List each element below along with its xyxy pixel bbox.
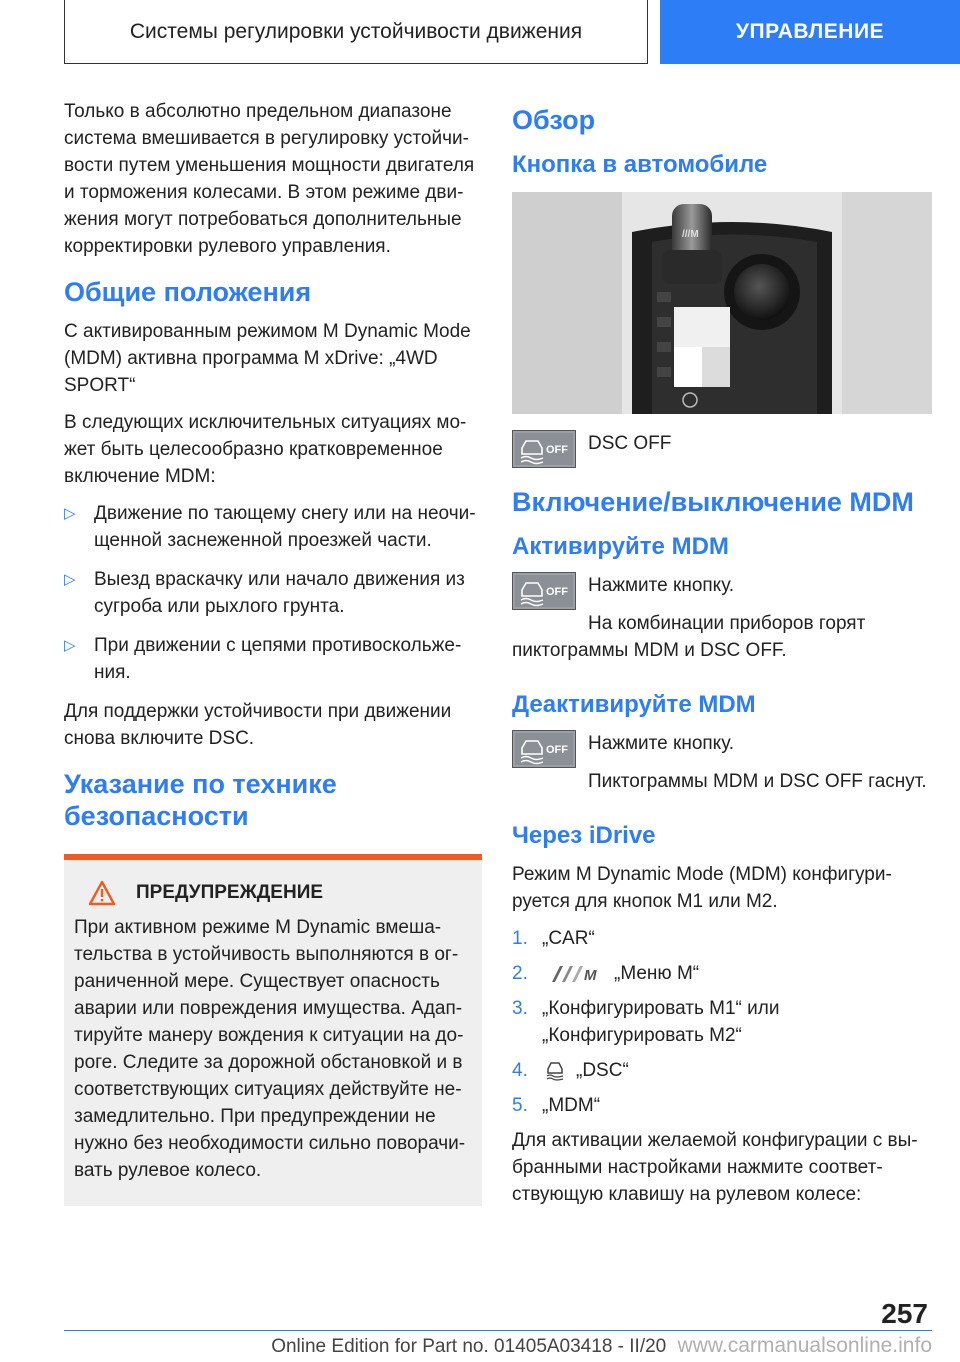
section-tab[interactable]: УПРАВЛЕНИЕ: [660, 0, 960, 64]
step-text: „MDM“: [542, 1095, 601, 1116]
dsc-off-button-icon[interactable]: [512, 572, 576, 610]
watermark[interactable]: www.carmanualsonline.info: [677, 1334, 932, 1357]
warning-triangle-icon: [88, 880, 116, 906]
situation-list: [64, 500, 482, 686]
list-item: ▷ При движении с цепями противоскольжения.: [64, 632, 482, 686]
activate-row: [512, 572, 932, 610]
general-paragraph-3: Для поддержки устойчивости при движении снова включите DSC.: [64, 701, 452, 749]
step-text: „Конфигурировать M1“ или „Конфигурировать M2“: [542, 998, 780, 1046]
step-text: „Меню M“: [614, 963, 700, 984]
edition-footer: [271, 1334, 932, 1358]
list-item: [512, 925, 932, 952]
step-text: „DSC“: [576, 1060, 629, 1081]
final-paragraph: Для активации желаемой конфигурации с выбранными настройками нажмите соответствующую клавишу на рулевом колесе:: [512, 1130, 918, 1205]
list-item: [512, 995, 932, 1049]
warning-box: [64, 854, 482, 1206]
idrive-paragraph: Режим M Dynamic Mode (MDM) конфигурируется для кнопок M1 или M2.: [512, 864, 892, 912]
svg-text:M: M: [584, 967, 597, 984]
svg-text:OFF: OFF: [546, 744, 568, 756]
step-number: 2.: [512, 963, 528, 984]
safety-heading: Указание по технике безопасности: [64, 769, 337, 831]
list-item: [512, 960, 932, 987]
page-number: 257: [881, 1298, 928, 1329]
intro-paragraph: Только в абсолютно предельном диапазоне система вмешивается в регулировку устойчивости путем уменьшения мощности двигателя и торможения колесами. В этом режиме движения могут потребоваться дополнительные корректировки рулевого управления.: [64, 101, 475, 257]
svg-text:///M: ///M: [682, 229, 699, 240]
onoff-heading: Включение/выключение MDM: [512, 487, 914, 517]
step-text: „CAR“: [542, 928, 595, 949]
m-menu-icon: [548, 964, 602, 984]
console-illustration: [512, 192, 932, 414]
deactivate-row: [512, 730, 932, 768]
left-column: [64, 98, 482, 1206]
warning-title: ПРЕДУПРЕЖДЕНИЕ: [136, 882, 324, 903]
list-item: [512, 1092, 932, 1119]
overview-heading: Обзор: [512, 105, 596, 135]
dsc-car-icon: [544, 1059, 566, 1081]
step-number: 4.: [512, 1060, 528, 1081]
list-item: [512, 1057, 932, 1084]
triangle-bullet-icon: ▷: [64, 571, 76, 588]
footer-divider: [64, 1330, 932, 1331]
step-number: 5.: [512, 1095, 528, 1116]
list-item: ▷ Выезд враскачку или начало движения из сугроба или рыхлого грунта.: [64, 566, 482, 620]
warning-title-row: [74, 880, 472, 906]
dsc-off-row: [512, 430, 932, 468]
triangle-bullet-icon: ▷: [64, 505, 76, 522]
deactivate-paragraph-1: Нажмите кнопку.: [588, 733, 735, 754]
button-heading: Кнопка в автомобиле: [512, 151, 768, 178]
idrive-heading: Через iDrive: [512, 822, 656, 849]
activate-heading: Активируйте MDM: [512, 533, 729, 560]
dsc-off-caption: DSC OFF: [588, 433, 672, 454]
dsc-off-button-icon[interactable]: [512, 730, 576, 768]
chapter-title: Системы регулировки устойчивости движения: [64, 0, 648, 64]
dsc-off-button-icon[interactable]: [512, 430, 576, 468]
general-paragraph-2: В следующих исключительных ситуациях может быть целесообразно кратковременное включение MDM:: [64, 412, 467, 487]
edition-text: Online Edition for Part no. 01405A03418 - II/20: [271, 1336, 667, 1357]
activate-paragraph-2: На комбинации приборов горят пиктограммы MDM и DSC OFF.: [512, 613, 866, 661]
svg-text:OFF: OFF: [546, 586, 568, 598]
step-number: 1.: [512, 928, 528, 949]
svg-text:OFF: OFF: [546, 444, 568, 456]
general-heading: Общие положения: [64, 277, 312, 307]
deactivate-heading: Деактивируйте MDM: [512, 691, 756, 718]
deactivate-paragraph-2: Пиктограммы MDM и DSC OFF гаснут.: [588, 771, 927, 792]
idrive-steps: [512, 925, 932, 1119]
activate-paragraph-1: Нажмите кнопку.: [588, 575, 735, 596]
right-column: [512, 98, 932, 1218]
general-paragraph-1: С активированным режимом M Dynamic Mode (MDM) активна программа M xDrive: „4WD SPORT“: [64, 321, 471, 396]
triangle-bullet-icon: ▷: [64, 637, 76, 654]
warning-text: При активном режиме M Dynamic вмешательства в устойчивость выполняются в ограниченной мере. Существует опасность аварии или повреждения имущества. Адаптируйте манеру вождения к ситуации на дороге. Следите за дорожной обстановкой и в соответствующих ситуациях действуйте незамедлительно. При предупреждении не нужно без необходимости сильно поворачивать рулевое колесо.: [74, 917, 466, 1181]
step-number: 3.: [512, 998, 528, 1019]
list-item: ▷ Движение по тающему снегу или на неочищенной заснеженной проезжей части.: [64, 500, 482, 554]
center-console-photo: [512, 192, 932, 414]
